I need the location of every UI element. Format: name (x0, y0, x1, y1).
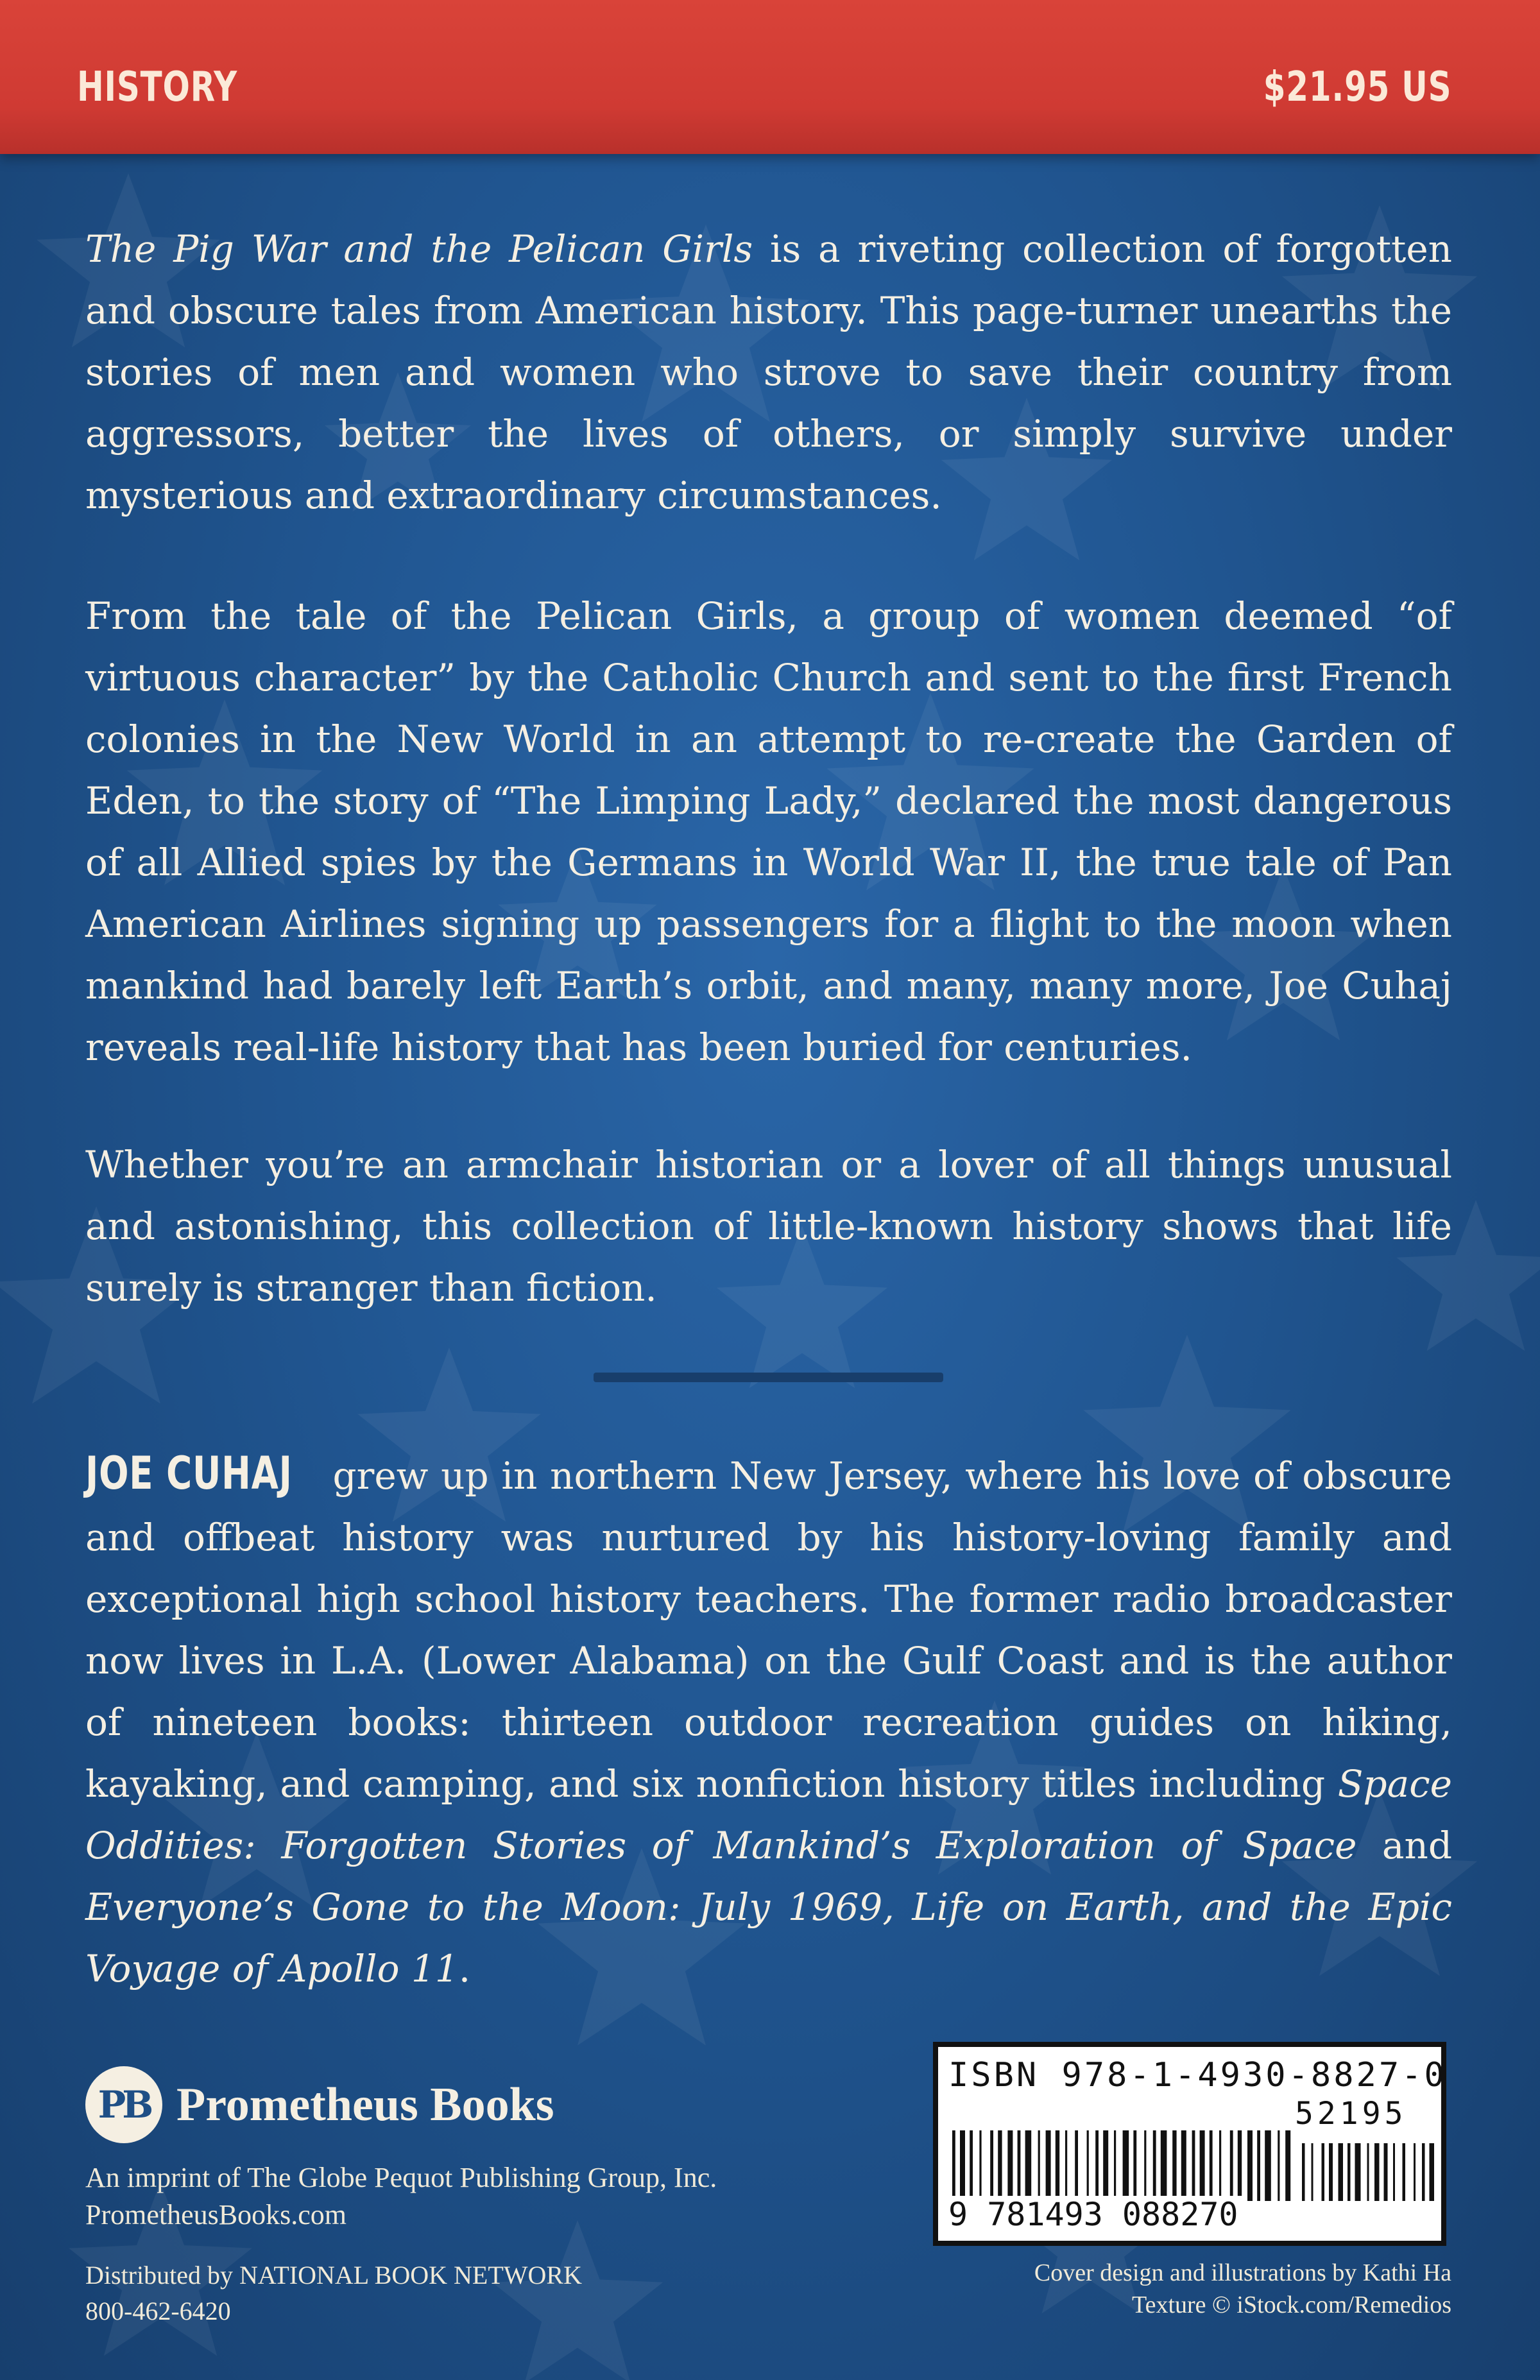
barcode-addon-bar (1322, 2143, 1325, 2201)
texture-credit: Texture © iStock.com/Remedios (1132, 2291, 1451, 2318)
barcode-bar (1210, 2130, 1213, 2201)
barcode-bar (1095, 2130, 1099, 2201)
barcode-bar (1046, 2130, 1051, 2201)
distributor-phone: 800-462-6420 (85, 2297, 231, 2325)
barcode-bar (1247, 2130, 1253, 2201)
barcode-bar (1265, 2130, 1271, 2201)
barcode-bar (1153, 2130, 1156, 2201)
barcode-bar (1065, 2130, 1067, 2201)
barcode-bar (1123, 2130, 1129, 2201)
background-star-icon (492, 2220, 663, 2380)
barcode-digits: 9 781493 088270 (945, 2196, 1242, 2233)
barcode-bar (1056, 2130, 1059, 2201)
price-label: $21.95 US (1263, 64, 1451, 111)
isbn-barcode (933, 2042, 1446, 2246)
barcode-bar (970, 2130, 973, 2201)
publisher-website: PrometheusBooks.com (85, 2199, 346, 2230)
author-bio-text-3: . (458, 1947, 471, 1990)
barcode-price-code: 52195 (1295, 2096, 1407, 2132)
barcode-bar (952, 2130, 955, 2201)
publisher-imprint: An imprint of The Globe Pequot Publishing Group, Inc. (85, 2162, 717, 2193)
barcode-bar (979, 2130, 981, 2201)
publisher-name: Prometheus Books (176, 2078, 554, 2131)
barcode-bar (1257, 2130, 1260, 2201)
barcode-bar (1238, 2130, 1242, 2201)
barcode-bar (1087, 2130, 1089, 2201)
barcode-bar (1161, 2130, 1167, 2201)
description-paragraph-3: Whether you’re an armchair historian or a lover of all things unusual and astonishing, this collection of little-known history shows that life surely is stranger than fiction. (85, 1143, 1452, 1310)
barcode-bar (1230, 2130, 1233, 2201)
barcode-addon-bar (1403, 2143, 1406, 2201)
barcode-bar (1181, 2130, 1186, 2201)
barcode-bar (990, 2130, 993, 2201)
barcode-addon-bar (1329, 2143, 1333, 2201)
barcode-bar (1007, 2130, 1013, 2201)
isbn-number: ISBN 978-1-4930-8827-0 (948, 2056, 1447, 2094)
barcode-bar (1285, 2130, 1290, 2201)
barcode-bar (1025, 2130, 1032, 2201)
section-divider (594, 1373, 943, 1382)
barcode-bar (1219, 2130, 1221, 2201)
barcode-addon-bar (1367, 2143, 1369, 2201)
barcode-bar (1144, 2130, 1146, 2201)
barcode-addon-bar (1302, 2143, 1305, 2201)
barcode-bar (1103, 2130, 1108, 2201)
publisher-logo-icon (85, 2066, 162, 2143)
book-title: The Pig War and the Pelican Girls (85, 227, 753, 271)
author-name: JOE CUHAJ (85, 1447, 293, 1500)
barcode-addon-bar (1414, 2143, 1416, 2201)
barcode-addon-bar (1422, 2143, 1425, 2201)
barcode-bar (1278, 2130, 1279, 2201)
top-band (0, 0, 1540, 154)
barcode-bar (1200, 2130, 1205, 2201)
author-book-title-1: Space Oddities: Forgotten Stories of Mankind’s Exploration of Space (85, 1762, 1452, 1867)
barcode-addon-bar (1384, 2143, 1388, 2201)
publisher-logo-letters: PB (98, 2083, 150, 2127)
category-label: HISTORY (77, 64, 238, 111)
barcode-bars (952, 2130, 1437, 2201)
design-credit: Cover design and illustrations by Kathi Ha (1034, 2259, 1451, 2286)
author-bio-text-1: grew up in northern New Jersey, where his love of obscure and offbeat history was nurtured by his history-loving family and exceptional high school history teachers. The former radio broadcaster now lives in L.A. (Lower Alabama) on the Gulf Coast and is the author of nineteen books: thirteen outdoor recreation guides on hiking, kayaking, and camping, and six nonfiction history titles including (85, 1454, 1452, 1806)
barcode-addon-bar (1348, 2143, 1351, 2201)
barcode-bar (1133, 2130, 1136, 2201)
description-paragraph-2: From the tale of the Pelican Girls, a group of women deemed “of virtuous character” by the Catholic Church and sent to the first French colonies in the New World in an attempt to re-create the Garden of Eden, to the story of “The Limping Lady,” declared the most dangerous of all Allied spies by the Germans in World War II, the true tale of Pan American Airlines signing up passengers for a flight to the moon when mankind had barely left Earth’s orbit, and many, many more, Joe Cuhaj reveals real-life history that has been buried for centuries. (85, 594, 1452, 1069)
barcode-addon-bar (1374, 2143, 1380, 2201)
barcode-bar (1038, 2130, 1040, 2201)
description-paragraph-1 (85, 218, 1452, 526)
barcode-bar (1018, 2130, 1021, 2201)
barcode-addon-bar (1312, 2143, 1313, 2201)
barcode-bar (1114, 2130, 1116, 2201)
barcode-addon-bar (1430, 2143, 1435, 2201)
barcode-bar (960, 2130, 965, 2201)
barcode-addon-bar (1393, 2143, 1395, 2201)
description-text-1: is a riveting collection of forgotten and obscure tales from American history. This page-turner unearths the stories of men and women who strove to save their country from aggressors, better the lives of others, or simply survive under mysterious and extraordinary circumstances. (85, 227, 1453, 517)
author-bio (85, 1443, 1452, 1999)
distributor-text: Distributed by NATIONAL BOOK NETWORK (85, 2261, 582, 2290)
barcode-addon-bar (1339, 2143, 1344, 2201)
barcode-bar (1172, 2130, 1176, 2201)
barcode-bar (1192, 2130, 1195, 2201)
barcode-addon-bar (1355, 2143, 1361, 2201)
barcode-bar (998, 2130, 1002, 2201)
barcode-bar (1075, 2130, 1078, 2201)
author-book-title-2: Everyone’s Gone to the Moon: July 1969, Life on Earth, and the Epic Voyage of Apollo 11 (85, 1885, 1452, 1990)
author-bio-text-2: and (1356, 1824, 1452, 1867)
